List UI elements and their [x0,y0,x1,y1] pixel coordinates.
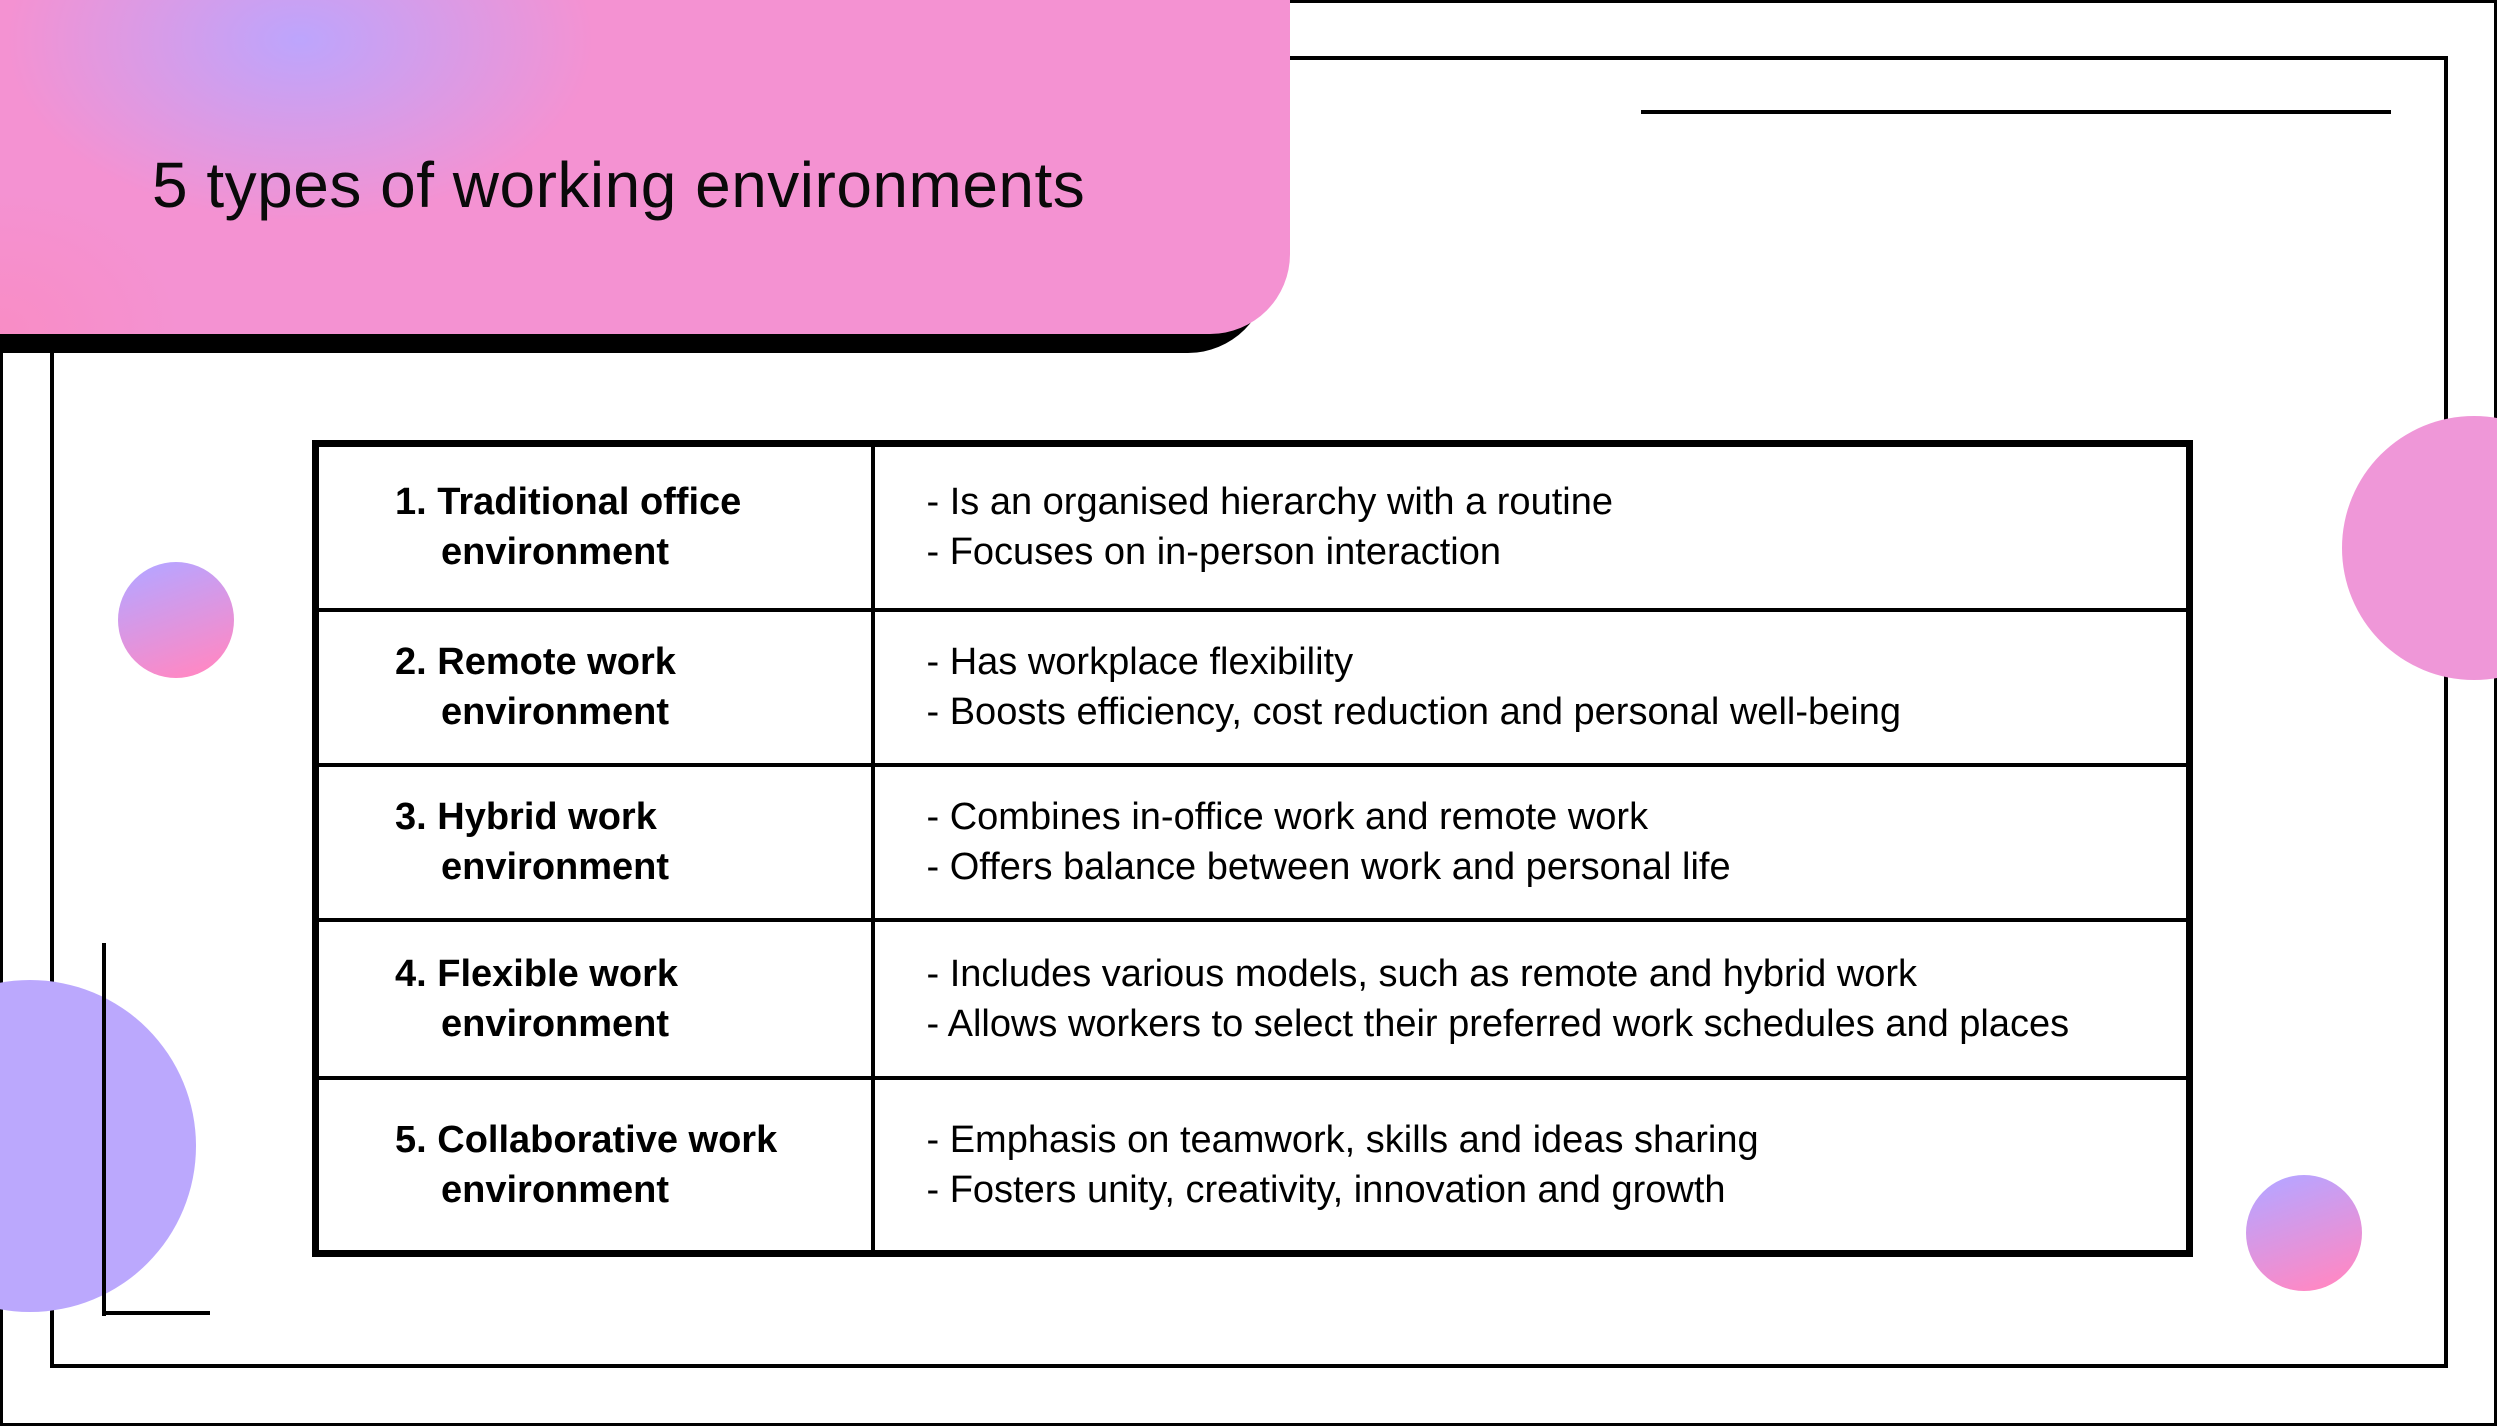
environment-name-cell [316,920,873,1078]
environment-name-suffix: environment [441,846,670,888]
environment-description-cell [873,444,2190,610]
description-point: - Includes various models, such as remote and hybrid work [926,952,1918,995]
table-row [316,765,2190,920]
description-point: - Fosters unity, creativity, innovation and growth [926,1168,1726,1211]
environment-name-suffix: environment [441,1168,670,1211]
environment-description-cell [873,920,2190,1078]
slide-title: 5 types of working environments [152,149,1086,221]
description-point: - Is an organised hierarchy with a routine [926,481,1613,524]
description-point: - Has workplace flexibility [926,641,1354,683]
description-point: - Offers balance between work and personal life [926,846,1731,888]
description-point: - Allows workers to select their preferred work schedules and places [926,1002,2070,1045]
description-point: - Focuses on in-person interaction [926,531,1502,574]
decorative-circle-left [118,562,234,678]
corner-bracket-horizontal [102,1311,210,1315]
environment-description-cell [873,610,2190,765]
table-row [316,444,2190,610]
environment-name: 5. Collaborative work [395,1118,778,1161]
environment-description-cell [873,765,2190,920]
description-point: - Emphasis on teamwork, skills and ideas sharing [926,1118,1759,1161]
environment-name: 4. Flexible work [395,952,678,995]
environment-name-cell [316,444,873,610]
top-decorative-rule [1641,110,2391,114]
table-row [316,610,2190,765]
environments-table [312,440,2193,1257]
environment-name-cell [316,765,873,920]
environment-name-cell [316,1078,873,1254]
description-point: - Combines in-office work and remote work [926,796,1649,838]
environment-name: 2. Remote work [395,641,676,683]
title-banner [0,0,1290,334]
environment-name: 3. Hybrid work [395,796,657,838]
environment-name-suffix: environment [441,691,670,733]
environment-name-suffix: environment [441,531,670,574]
description-point: - Boosts efficiency, cost reduction and personal well-being [926,691,1901,733]
environment-name: 1. Traditional office [395,481,742,524]
decorative-circle-bottom-right [2246,1175,2362,1291]
environment-name-suffix: environment [441,1002,670,1045]
table-row [316,920,2190,1078]
environment-name-cell [316,610,873,765]
table-row [316,1078,2190,1254]
environment-description-cell [873,1078,2190,1254]
corner-bracket-vertical [102,943,106,1316]
